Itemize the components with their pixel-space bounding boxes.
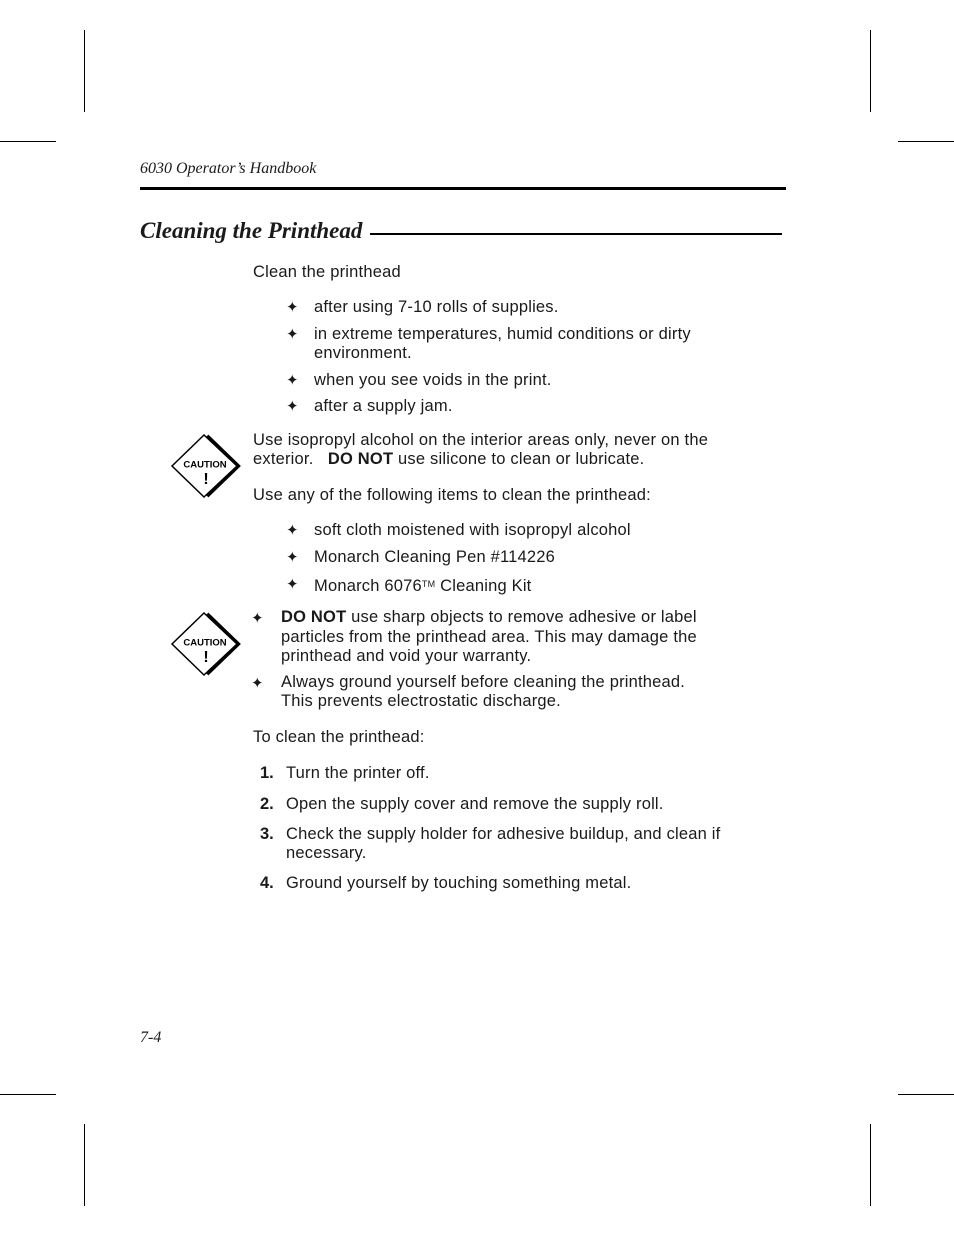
do-not-emphasis: DO NOT <box>281 608 347 626</box>
step-number: 2. <box>260 795 274 813</box>
caution-text: This prevents electrostatic discharge. <box>281 692 561 710</box>
caution-label: CAUTION <box>183 459 227 471</box>
header-rule <box>140 187 786 190</box>
bullet-star-icon: ✦ <box>286 576 299 593</box>
crop-mark <box>870 30 871 112</box>
crop-mark <box>898 1094 954 1095</box>
bullet-star-icon: ✦ <box>286 522 299 539</box>
caution-text <box>281 608 697 628</box>
section-title-rule <box>370 233 782 235</box>
step-number: 3. <box>260 825 274 843</box>
bullet-star-icon: ✦ <box>286 299 299 316</box>
do-not-emphasis: DO NOT <box>327 450 394 468</box>
crop-mark <box>84 1124 85 1206</box>
list-item-text: environment. <box>314 344 412 362</box>
section-title: Cleaning the Printhead <box>140 218 363 243</box>
intro-text: Clean the printhead <box>253 263 401 281</box>
crop-mark <box>870 1124 871 1206</box>
step-text: Turn the printer off. <box>286 764 430 782</box>
step-text: Ground yourself by touching something metal. <box>286 874 632 892</box>
kit-name: Monarch 6076 <box>314 577 422 595</box>
exclamation-mark: ! <box>203 649 209 666</box>
kit-suffix: Cleaning Kit <box>440 577 532 595</box>
list-item-text: Monarch Cleaning Pen #114226 <box>314 548 556 566</box>
exclamation-mark: ! <box>203 471 209 488</box>
caution-text-segment: use sharp objects to remove adhesive or label <box>351 608 697 626</box>
running-header: 6030 Operator’s Handbook <box>140 160 317 177</box>
list-item-text: after using 7-10 rolls of supplies. <box>314 298 559 316</box>
page-number: 7-4 <box>140 1029 162 1046</box>
caution-text <box>253 450 644 470</box>
steps-intro: To clean the printhead: <box>253 728 425 746</box>
caution-text-segment: use silicone to clean or lubricate. <box>398 450 645 468</box>
bullet-star-icon: ✦ <box>286 549 299 566</box>
bullet-star-icon: ✦ <box>286 398 299 415</box>
step-number: 1. <box>260 764 274 782</box>
crop-mark <box>898 141 954 142</box>
caution-label: CAUTION <box>183 637 227 649</box>
bullet-star-icon: ✦ <box>286 372 299 389</box>
list-item-text: when you see voids in the print. <box>314 371 552 389</box>
caution-text: particles from the printhead area. This may damage the <box>281 628 697 646</box>
caution-icon <box>169 433 241 499</box>
bullet-star-icon: ✦ <box>251 675 264 692</box>
caution-text: Always ground yourself before cleaning the printhead. <box>281 673 686 691</box>
step-text: Check the supply holder for adhesive buildup, and clean if <box>286 825 721 843</box>
step-text: necessary. <box>286 844 367 862</box>
list-item-text <box>314 575 531 597</box>
caution-text: printhead and void your warranty. <box>281 647 532 665</box>
bullet-star-icon: ✦ <box>251 610 264 627</box>
caution-text-segment: exterior. <box>253 450 314 468</box>
crop-mark <box>0 1094 56 1095</box>
list-item-text: in extreme temperatures, humid conditions or dirty <box>314 325 691 343</box>
items-intro: Use any of the following items to clean the printhead: <box>253 486 651 504</box>
caution-text: Use isopropyl alcohol on the interior areas only, never on the <box>253 431 709 449</box>
step-text: Open the supply cover and remove the supply roll. <box>286 795 664 813</box>
crop-mark <box>84 30 85 112</box>
trademark-mark: TM <box>421 579 436 589</box>
bullet-star-icon: ✦ <box>286 326 299 343</box>
list-item-text: soft cloth moistened with isopropyl alcohol <box>314 521 631 539</box>
list-item-text: after a supply jam. <box>314 397 453 415</box>
step-number: 4. <box>260 874 274 892</box>
crop-mark <box>0 141 56 142</box>
caution-icon <box>169 611 241 677</box>
